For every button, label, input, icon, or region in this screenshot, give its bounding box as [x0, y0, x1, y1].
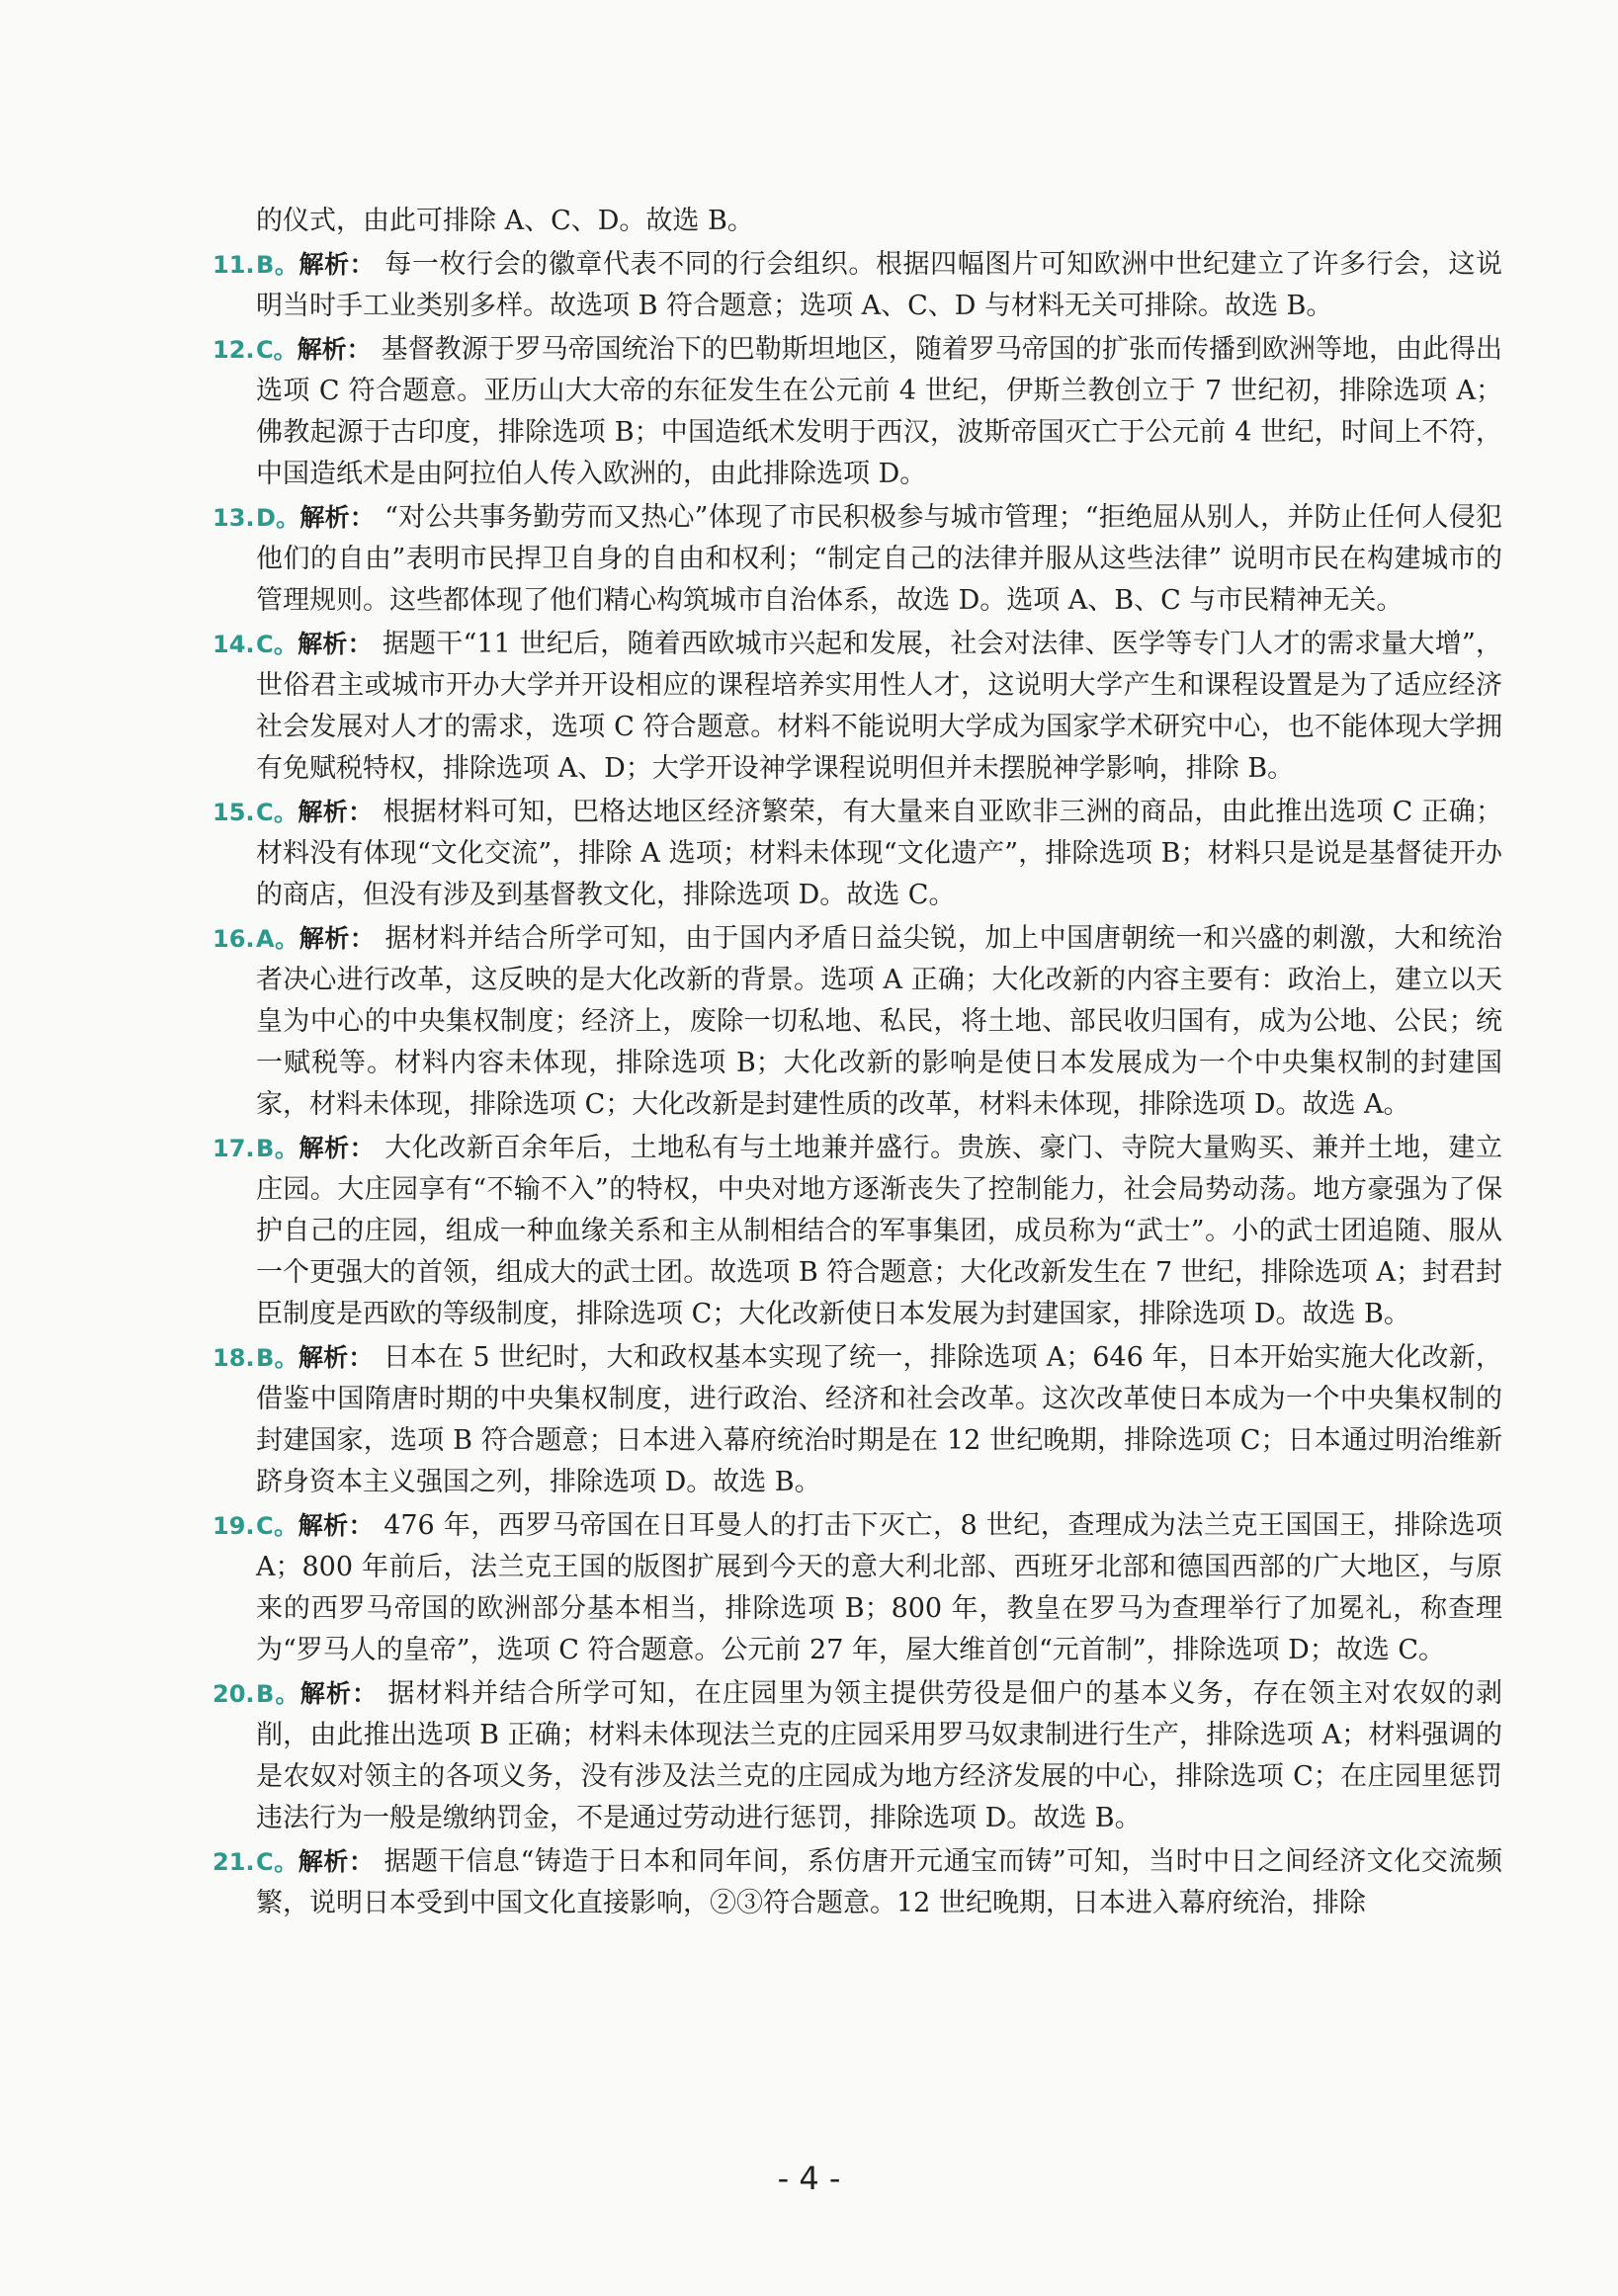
explanation-label: 解析：	[299, 503, 376, 532]
item-body	[256, 1841, 1502, 1924]
item-body	[256, 1128, 1502, 1335]
item-body	[256, 792, 1502, 916]
explanation-label: 解析：	[298, 798, 374, 826]
item-body	[256, 1505, 1502, 1671]
answer-letter: C。	[256, 631, 298, 658]
item-body	[256, 918, 1502, 1126]
explanation-label: 解析：	[298, 250, 376, 279]
explanation-text: 日本在 5 世纪时，大和政权基本实现了统一，排除选项 A；646 年，日本开始实施大化改新，借鉴中国隋唐时期的中央集权制度，进行政治、经济和社会改革。这次改革使日本成为一个中央集权制的封建国家，选项 B 符合题意；日本进入幕府统治时期是在 12 世纪晚期，排除选项 C；日本通过明治维新跻身资本主义强国之列，排除选项 D。故选 B。	[256, 1342, 1502, 1497]
explanation-text: 据题干“11 世纪后，随着西欧城市兴起和发展，社会对法律、医学等专门人才的需求量大增”，世俗君主或城市开办大学并开设相应的课程培养实用性人才，这说明大学产生和课程设置是为了适应经济社会发展对人才的需求，选项 C 符合题意。材料不能说明大学成为国家学术研究中心，也不能体现大学拥有免赋税特权，排除选项 A、D；大学开设神学课程说明但并未摆脱神学影响，排除 B。	[256, 629, 1502, 784]
item-body	[256, 329, 1502, 495]
list-item	[213, 244, 1502, 327]
item-body	[256, 244, 1502, 327]
explanation-label: 解析：	[298, 630, 373, 658]
list-item	[213, 624, 1502, 790]
list-item	[213, 1128, 1502, 1335]
explanation-label: 解析：	[298, 1134, 376, 1162]
item-number: 17.	[213, 1135, 255, 1162]
item-number: 13.	[213, 504, 255, 532]
answer-letter: B。	[256, 1135, 299, 1162]
explanation-text: 基督教源于罗马帝国统治下的巴勒斯坦地区，随着罗马帝国的扩张而传播到欧洲等地，由此得出选项 C 符合题意。亚历山大大帝的东征发生在公元前 4 世纪，伊斯兰教创立于 7 世纪初，排除选项 A；佛教起源于古印度，排除选项 B；中国造纸术发明于西汉，波斯帝国灭亡于公元前 4 世纪，时间上不符，中国造纸术是由阿拉伯人传入欧洲的，由此排除选项 D。	[256, 334, 1502, 489]
item-number: 20.	[213, 1680, 255, 1708]
list-item	[213, 1505, 1502, 1671]
explanation-text: 476 年，西罗马帝国在日耳曼人的打击下灭亡，8 世纪，查理成为法兰克王国国王，排除选项 A；800 年前后，法兰克王国的版图扩展到今天的意大利北部、西班牙北部和德国西部的广大地区，与原来的西罗马帝国的欧洲部分基本相当，排除选项 B；800 年，教皇在罗马为查理举行了加冕礼，称查理为“罗马人的皇帝”，选项 C 符合题意。公元前 27 年，屋大维首创“元首制”，排除选项 D；故选 C。	[256, 1510, 1502, 1665]
item-body	[256, 624, 1502, 790]
answer-explanations	[213, 201, 1502, 1926]
answer-letter: C。	[256, 1848, 298, 1876]
answer-letter: A。	[256, 925, 299, 953]
list-item	[213, 497, 1502, 622]
answer-letter: B。	[256, 1680, 300, 1708]
answer-letter: D。	[256, 504, 300, 532]
explanation-text: 据材料并结合所学可知，在庄园里为领主提供劳役是佃户的基本义务，存在领主对农奴的剥削，由此推出选项 B 正确；材料未体现法兰克的庄园采用罗马奴隶制进行生产，排除选项 A；材料强调的是农奴对领主的各项义务，没有涉及法兰克的庄园成为地方经济发展的中心，排除选项 C；在庄园里惩罚违法行为一般是缴纳罚金，不是通过劳动进行惩罚，排除选项 D。故选 B。	[256, 1678, 1502, 1833]
explanation-text: 据材料并结合所学可知，由于国内矛盾日益尖锐，加上中国唐朝统一和兴盛的刺激，大和统治者决心进行改革，这反映的是大化改新的背景。选项 A 正确；大化改新的内容主要有：政治上，建立以天皇为中心的中央集权制度；经济上，废除一切私地、私民，将土地、部民收归国有，成为公地、公民；统一赋税等。材料内容未体现，排除选项 B；大化改新的影响是使日本发展成为一个中央集权制的封建国家，材料未体现，排除选项 C；大化改新是封建性质的改革，材料未体现，排除选项 D。故选 A。	[256, 923, 1502, 1120]
item-number: 18.	[213, 1344, 255, 1372]
item-number: 12.	[213, 336, 255, 364]
item-body	[256, 1337, 1502, 1503]
list-item	[213, 918, 1502, 1126]
answer-letter: C。	[256, 799, 298, 826]
item-body	[256, 497, 1502, 622]
item-number: 11.	[213, 251, 255, 279]
answer-letter: C。	[256, 1512, 298, 1540]
answer-letter: B。	[256, 1344, 298, 1372]
item-number: 19.	[213, 1512, 255, 1540]
list-item	[213, 1337, 1502, 1503]
item-number: 14.	[213, 631, 255, 658]
list-item	[213, 329, 1502, 495]
explanation-label: 解析：	[298, 1511, 375, 1540]
answer-letter: C。	[256, 336, 298, 364]
item-list	[213, 244, 1502, 1924]
list-item	[213, 1841, 1502, 1924]
explanation-text: “对公共事务勤劳而又热心”体现了市民积极参与城市管理；“拒绝屈从别人，并防止任何人侵犯他们的自由”表明市民捍卫自身的自由和权利；“制定自己的法律并服从这些法律” 说明市民在构建城市的管理规则。这些都体现了他们精心构筑城市自治体系，故选 D。选项 A、B、C 与市民精神无关。	[256, 502, 1502, 616]
explanation-text: 每一枚行会的徽章代表不同的行会组织。根据四幅图片可知欧洲中世纪建立了许多行会，这说明当时手工业类别多样。故选项 B 符合题意；选项 A、C、D 与材料无关可排除。故选 B。	[256, 249, 1502, 321]
list-item	[213, 1673, 1502, 1839]
explanation-text: 据题干信息“铸造于日本和同年间，系仿唐开元通宝而铸”可知，当时中日之间经济文化交流频繁，说明日本受到中国文化直接影响，②③符合题意。12 世纪晚期，日本进入幕府统治，排除	[256, 1846, 1502, 1918]
answer-letter: B。	[256, 251, 299, 279]
explanation-label: 解析：	[297, 335, 372, 364]
continuation-text: 的仪式，由此可排除 A、C、D。故选 B。	[256, 206, 754, 236]
list-item	[213, 792, 1502, 916]
item-body	[256, 1673, 1502, 1839]
explanation-label: 解析：	[298, 1343, 374, 1372]
explanation-label: 解析：	[298, 924, 376, 953]
item-number: 21.	[213, 1848, 255, 1876]
explanation-label: 解析：	[299, 1679, 379, 1708]
explanation-text: 大化改新百余年后，土地私有与土地兼并盛行。贵族、豪门、寺院大量购买、兼并土地，建立庄园。大庄园享有“不输不入”的特权，中央对地方逐渐丧失了控制能力，社会局势动荡。地方豪强为了保护自己的庄园，组成一种血缘关系和主从制相结合的军事集团，成员称为“武士”。小的武士团追随、服从一个更强大的首领，组成大的武士团。故选项 B 符合题意；大化改新发生在 7 世纪，排除选项 A；封君封臣制度是西欧的等级制度，排除选项 C；大化改新使日本发展为封建国家，排除选项 D。故选 B。	[256, 1133, 1502, 1329]
explanation-label: 解析：	[298, 1847, 375, 1876]
page-number: - 4 -	[777, 2160, 841, 2197]
item-number: 16.	[213, 925, 255, 953]
explanation-text: 根据材料可知，巴格达地区经济繁荣，有大量来自亚欧非三洲的商品，由此推出选项 C 正确；材料没有体现“文化交流”，排除 A 选项；材料未体现“文化遗产”，排除选项 B；材料只是说是基督徒开办的商店，但没有涉及到基督教文化，排除选项 D。故选 C。	[256, 797, 1502, 910]
item-number: 15.	[213, 799, 255, 826]
